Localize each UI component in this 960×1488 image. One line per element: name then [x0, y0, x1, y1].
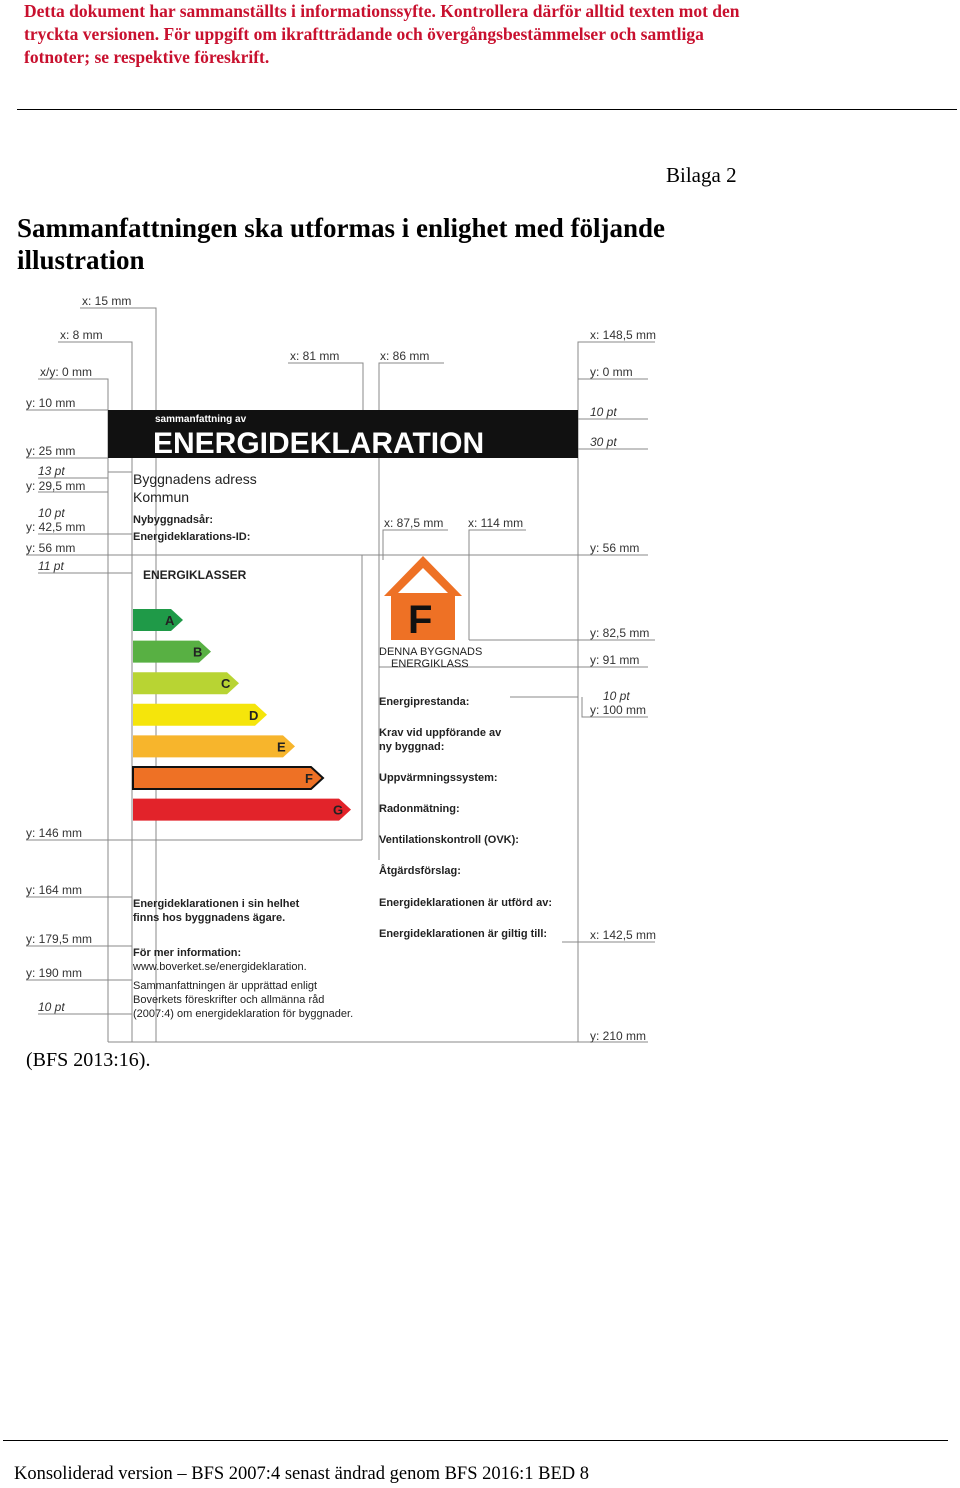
address-line: Byggnadens adress	[133, 471, 257, 487]
field-ventilation: Ventilationskontroll (OVK):	[379, 834, 519, 846]
energy-class-bar-e	[133, 735, 295, 757]
annotation-x81: x: 81 mm	[290, 349, 340, 363]
energy-class-letter-e: E	[277, 739, 286, 755]
summary-basis-3: (2007:4) om energideklaration för byggnader.	[133, 1008, 354, 1020]
annotation-13pt: 13 pt	[38, 464, 65, 478]
annotation-30pt: 30 pt	[590, 435, 617, 449]
annotation-y25: y: 25 mm	[26, 444, 76, 458]
annotation-x15: x: 15 mm	[82, 294, 132, 308]
field-performed-by: Energideklarationen är utförd av:	[379, 897, 552, 909]
page-footer: Konsoliderad version – BFS 2007:4 senast ändrad genom BFS 2016:1 BED 8	[14, 1464, 590, 1484]
field-measures: Åtgärdsförslag:	[379, 865, 461, 877]
annotation-x148: x: 148,5 mm	[590, 328, 657, 342]
field-valid-until: Energideklarationen är giltig till:	[379, 928, 548, 940]
energy-class-bars	[133, 609, 351, 821]
annotation-y56-right: y: 56 mm	[590, 541, 640, 555]
energy-class-letter-b: B	[193, 644, 203, 660]
energy-class-letter-d: D	[249, 707, 259, 723]
annotation-y825: y: 82,5 mm	[590, 626, 650, 640]
house-caption-1: DENNA BYGGNADS	[379, 646, 483, 658]
annotation-10pt-top: 10 pt	[590, 405, 617, 419]
banner-subtitle: sammanfattning av	[155, 414, 247, 425]
annotation-y100: y: 100 mm	[590, 703, 647, 717]
annotation-y10: y: 10 mm	[26, 396, 76, 410]
full-declaration-note-2: finns hos byggnadens ägare.	[133, 912, 286, 924]
annotation-y1795: y: 179,5 mm	[26, 932, 93, 946]
house-class-letter: F	[408, 598, 433, 642]
banner-title: ENERGIDEKLARATION	[153, 427, 485, 460]
energy-class-bar-g	[133, 799, 351, 821]
construction-year-label: Nybyggnadsår:	[133, 514, 214, 526]
field-requirement-1: Krav vid uppförande av	[379, 727, 502, 739]
energy-class-letter-f: F	[305, 771, 313, 786]
field-heating-system: Uppvärmningssystem:	[379, 772, 498, 784]
annotation-y146: y: 146 mm	[26, 826, 83, 840]
house-caption-2: ENERGIKLASS	[391, 658, 469, 670]
annotation-y91: y: 91 mm	[590, 653, 640, 667]
annotation-y164: y: 164 mm	[26, 883, 83, 897]
footer-rule	[3, 1440, 948, 1441]
declaration-id-label: Energideklarations-ID:	[133, 531, 251, 543]
annotation-10pt-right: 10 pt	[603, 689, 630, 703]
summary-basis-1: Sammanfattningen är upprättad enligt	[133, 980, 318, 992]
summary-basis-2: Boverkets föreskrifter och allmänna råd	[133, 994, 325, 1006]
field-radon: Radonmätning:	[379, 803, 460, 815]
annotation-x875: x: 87,5 mm	[384, 516, 444, 530]
consolidation-notice: Detta dokument har sammanställts i informationssyfte. Kontrollera därför alltid texten mot den tryckta versionen. För uppgift om ikraftträdande och övergångsbestämmelser och samtliga fotnoter; se respektive föreskrift.	[24, 1, 740, 67]
field-requirement-2: ny byggnad:	[379, 741, 445, 753]
annotation-10pt-bottom: 10 pt	[38, 1000, 65, 1014]
annotation-11pt: 11 pt	[38, 559, 64, 573]
annotation-x0y0: x/y: 0 mm	[40, 365, 93, 379]
energy-class-letter-a: A	[165, 613, 175, 628]
more-info-url: www.boverket.se/energideklaration.	[133, 961, 307, 973]
energy-class-bar-f	[133, 767, 323, 789]
annotation-y0: y: 0 mm	[590, 365, 633, 379]
annotation-y56-left: y: 56 mm	[26, 541, 76, 555]
annotation-x8: x: 8 mm	[60, 328, 103, 342]
annotation-x114: x: 114 mm	[468, 516, 524, 530]
energy-class-bar-d	[133, 704, 267, 726]
annotation-y190: y: 190 mm	[26, 966, 83, 980]
appendix-label: Bilaga 2	[666, 163, 737, 187]
energy-class-letter-c: C	[221, 676, 231, 692]
annotation-x86: x: 86 mm	[380, 349, 430, 363]
energy-classes-title: ENERGIKLASSER	[143, 568, 247, 582]
full-declaration-note-1: Energideklarationen i sin helhet	[133, 898, 300, 910]
annotation-x1425: x: 142,5 mm	[590, 928, 657, 942]
municipality-line: Kommun	[133, 489, 190, 505]
annotation-10pt-left: 10 pt	[38, 506, 65, 520]
annotation-y425: y: 42,5 mm	[26, 520, 86, 534]
annotation-y295: y: 29,5 mm	[26, 479, 86, 493]
bfs-reference: (BFS 2013:16).	[26, 1049, 151, 1071]
section-heading: Sammanfattningen ska utformas i enlighet med följande illustration	[17, 213, 666, 275]
more-info-title: För mer information:	[133, 947, 242, 959]
energy-class-letter-g: G	[333, 802, 344, 818]
field-energy-performance: Energiprestanda:	[379, 696, 470, 708]
annotation-y210: y: 210 mm	[590, 1029, 647, 1043]
energy-class-bar-a	[133, 609, 183, 631]
